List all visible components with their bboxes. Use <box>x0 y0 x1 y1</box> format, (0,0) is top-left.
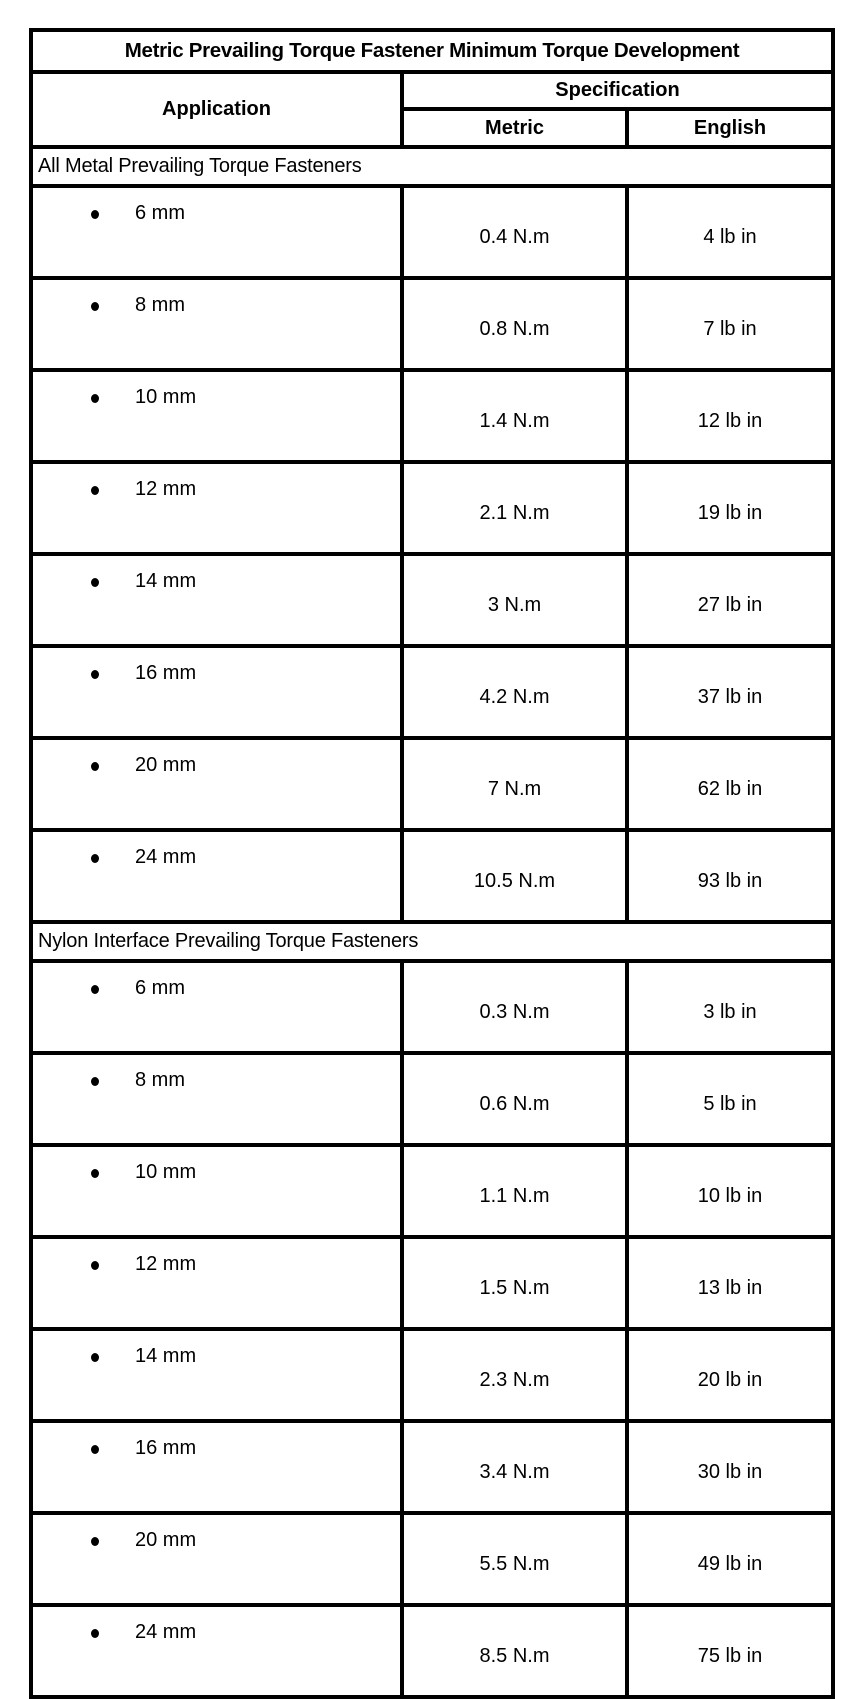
metric-value: 1.4 N.m <box>402 370 627 462</box>
bullet-icon <box>91 394 99 403</box>
table-row <box>31 1053 833 1145</box>
application-cell <box>31 738 402 830</box>
fastener-size: 10 mm <box>135 1161 197 1183</box>
fastener-size: 12 mm <box>135 1253 197 1275</box>
bullet-icon <box>91 210 99 219</box>
metric-value: 0.6 N.m <box>402 1053 627 1145</box>
metric-value: 1.5 N.m <box>402 1237 627 1329</box>
bullet-icon <box>91 1629 99 1638</box>
english-value: 75 lb in <box>627 1605 833 1697</box>
header-application: Application <box>31 72 402 147</box>
metric-value: 10.5 N.m <box>402 830 627 922</box>
english-value: 37 lb in <box>627 646 833 738</box>
fastener-size: 14 mm <box>135 1345 197 1367</box>
application-cell <box>31 646 402 738</box>
group-label: Nylon Interface Prevailing Torque Fasteners <box>31 922 833 961</box>
metric-value: 2.3 N.m <box>402 1329 627 1421</box>
table-body <box>31 147 833 1697</box>
fastener-size: 6 mm <box>135 202 185 224</box>
bullet-icon <box>91 302 99 311</box>
metric-value: 0.3 N.m <box>402 961 627 1053</box>
metric-value: 3.4 N.m <box>402 1421 627 1513</box>
table-row <box>31 186 833 278</box>
english-value: 3 lb in <box>627 961 833 1053</box>
bullet-icon <box>91 1445 99 1454</box>
english-value: 13 lb in <box>627 1237 833 1329</box>
table-row <box>31 462 833 554</box>
fastener-size: 10 mm <box>135 386 197 408</box>
metric-value: 1.1 N.m <box>402 1145 627 1237</box>
bullet-icon <box>91 854 99 863</box>
english-value: 27 lb in <box>627 554 833 646</box>
fastener-size: 20 mm <box>135 754 197 776</box>
metric-value: 4.2 N.m <box>402 646 627 738</box>
group-row <box>31 147 833 186</box>
metric-value: 7 N.m <box>402 738 627 830</box>
table-row <box>31 370 833 462</box>
bullet-icon <box>91 1353 99 1362</box>
table-row <box>31 961 833 1053</box>
bullet-icon <box>91 578 99 587</box>
metric-value: 2.1 N.m <box>402 462 627 554</box>
bullet-icon <box>91 670 99 679</box>
application-cell <box>31 370 402 462</box>
fastener-size: 12 mm <box>135 478 197 500</box>
application-cell <box>31 1421 402 1513</box>
metric-value: 3 N.m <box>402 554 627 646</box>
english-value: 7 lb in <box>627 278 833 370</box>
bullet-icon <box>91 1537 99 1546</box>
bullet-icon <box>91 486 99 495</box>
bullet-icon <box>91 1261 99 1270</box>
fastener-size: 6 mm <box>135 977 185 999</box>
english-value: 93 lb in <box>627 830 833 922</box>
fastener-size: 8 mm <box>135 294 185 316</box>
torque-table <box>29 28 835 1699</box>
table-row <box>31 1513 833 1605</box>
metric-value: 8.5 N.m <box>402 1605 627 1697</box>
fastener-size: 14 mm <box>135 570 197 592</box>
table-row <box>31 1145 833 1237</box>
application-cell <box>31 462 402 554</box>
application-cell <box>31 1053 402 1145</box>
application-cell <box>31 554 402 646</box>
table-row <box>31 1605 833 1697</box>
application-cell <box>31 830 402 922</box>
fastener-size: 16 mm <box>135 662 197 684</box>
bullet-icon <box>91 985 99 994</box>
english-value: 4 lb in <box>627 186 833 278</box>
bullet-icon <box>91 762 99 771</box>
table-row <box>31 646 833 738</box>
header-specification: Specification <box>402 72 833 109</box>
english-value: 30 lb in <box>627 1421 833 1513</box>
application-cell <box>31 1237 402 1329</box>
english-value: 19 lb in <box>627 462 833 554</box>
header-metric: Metric <box>402 109 627 147</box>
table-row <box>31 554 833 646</box>
group-row <box>31 922 833 961</box>
fastener-size: 8 mm <box>135 1069 185 1091</box>
table-row <box>31 278 833 370</box>
application-cell <box>31 1605 402 1697</box>
table-row <box>31 830 833 922</box>
english-value: 10 lb in <box>627 1145 833 1237</box>
table-row <box>31 1329 833 1421</box>
fastener-size: 24 mm <box>135 846 197 868</box>
table-title: Metric Prevailing Torque Fastener Minimum Torque Development <box>31 30 833 72</box>
fastener-size: 24 mm <box>135 1621 197 1643</box>
metric-value: 0.8 N.m <box>402 278 627 370</box>
english-value: 20 lb in <box>627 1329 833 1421</box>
application-cell <box>31 1513 402 1605</box>
metric-value: 0.4 N.m <box>402 186 627 278</box>
application-cell <box>31 1145 402 1237</box>
table-row <box>31 1421 833 1513</box>
header-english: English <box>627 109 833 147</box>
english-value: 62 lb in <box>627 738 833 830</box>
fastener-size: 20 mm <box>135 1529 197 1551</box>
metric-value: 5.5 N.m <box>402 1513 627 1605</box>
fastener-size: 16 mm <box>135 1437 197 1459</box>
application-cell <box>31 1329 402 1421</box>
english-value: 49 lb in <box>627 1513 833 1605</box>
english-value: 5 lb in <box>627 1053 833 1145</box>
english-value: 12 lb in <box>627 370 833 462</box>
bullet-icon <box>91 1169 99 1178</box>
application-cell <box>31 961 402 1053</box>
bullet-icon <box>91 1077 99 1086</box>
application-cell <box>31 186 402 278</box>
group-label: All Metal Prevailing Torque Fasteners <box>31 147 833 186</box>
table-row <box>31 738 833 830</box>
table-row <box>31 1237 833 1329</box>
application-cell <box>31 278 402 370</box>
